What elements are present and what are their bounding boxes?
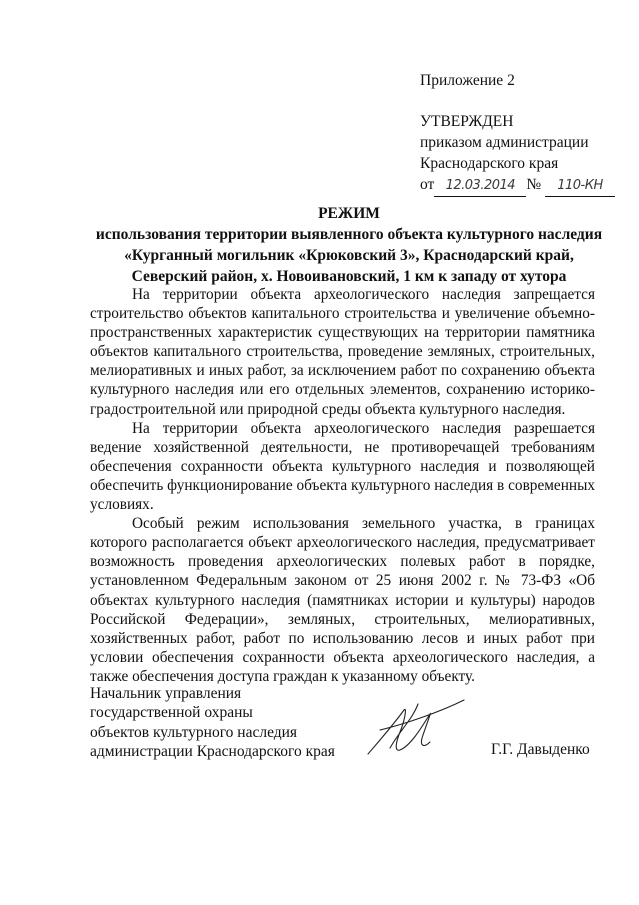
document-body: [90, 285, 595, 686]
approved-order-line3: [420, 174, 615, 197]
paragraph-prohibitions: На территории объекта археологического наследия запрещается строительство объектов капитального строительства и увеличение объемно-пространственных характеристик существующих на территории памятника объектов капитального строительства, проведение земляных, строительных, мелиоративных и иных работ, за исключением работ по сохранению объекта культурного наследия или его отдельных элементов, сохранению историко-градостроительной или природной среды объекта культурного наследия.: [90, 286, 595, 418]
paragraph-permissions: На территории объекта археологического наследия разрешается ведение хозяйственной деятельности, не противоречащей требованиям обеспечения сохранности объекта культурного наследия и позволяющей обеспечить функционирование объекта культурного наследия в современных условиях.: [90, 419, 595, 514]
signatory-name: Г.Г. Давыденко: [491, 741, 590, 758]
title-line3: Северский район, х. Новоивановский, 1 км к западу от хутора: [131, 268, 567, 285]
signatory-title: [90, 684, 335, 762]
signatory-line4: администрации Краснодарского края: [90, 743, 335, 761]
signatory-line2: государственной охраны: [90, 704, 253, 722]
order-from-label: от: [420, 176, 435, 193]
appendix-label: Приложение 2: [420, 72, 515, 89]
approved-heading: УТВЕРЖДЕН: [420, 113, 514, 130]
title-main: РЕЖИМ: [318, 205, 380, 222]
signatory-line3: объектов культурного наследия: [90, 723, 298, 741]
handwritten-signature: [360, 690, 470, 770]
approval-block: [420, 111, 615, 197]
approved-order-line2: Краснодарского края: [420, 155, 559, 172]
approved-order-line1: приказом администрации: [420, 134, 589, 151]
order-number-handwritten: 110-КН: [545, 175, 615, 197]
document-title: [60, 203, 638, 287]
order-date-handwritten: 12.03.2014: [434, 175, 526, 197]
order-number-label: №: [526, 176, 542, 193]
title-line1: использования территории выявленного объекта культурного наследия: [95, 226, 603, 243]
signatory-line1: Начальник управления: [90, 685, 242, 702]
title-line2: «Курганный могильник «Крюковский 3», Краснодарский край,: [124, 247, 574, 264]
paragraph-special-regime: Особый режим использования земельного участка, в границах которого располагается объект археологического наследия, предусматривает возможность проведения археологических полевых работ в порядке, установленном Федеральным законом от 25 июня 2002 г. № 73-ФЗ «Об объектах культурного наследия (памятниках истории и культуры) народов Российской Федерации», земляных, строительных, мелиоративных, хозяйственных работ, работ по использованию лесов и иных работ при условии обеспечения сохранности объекта археологического наследия, а также обеспечения доступа граждан к указанному объекту.: [90, 515, 595, 685]
